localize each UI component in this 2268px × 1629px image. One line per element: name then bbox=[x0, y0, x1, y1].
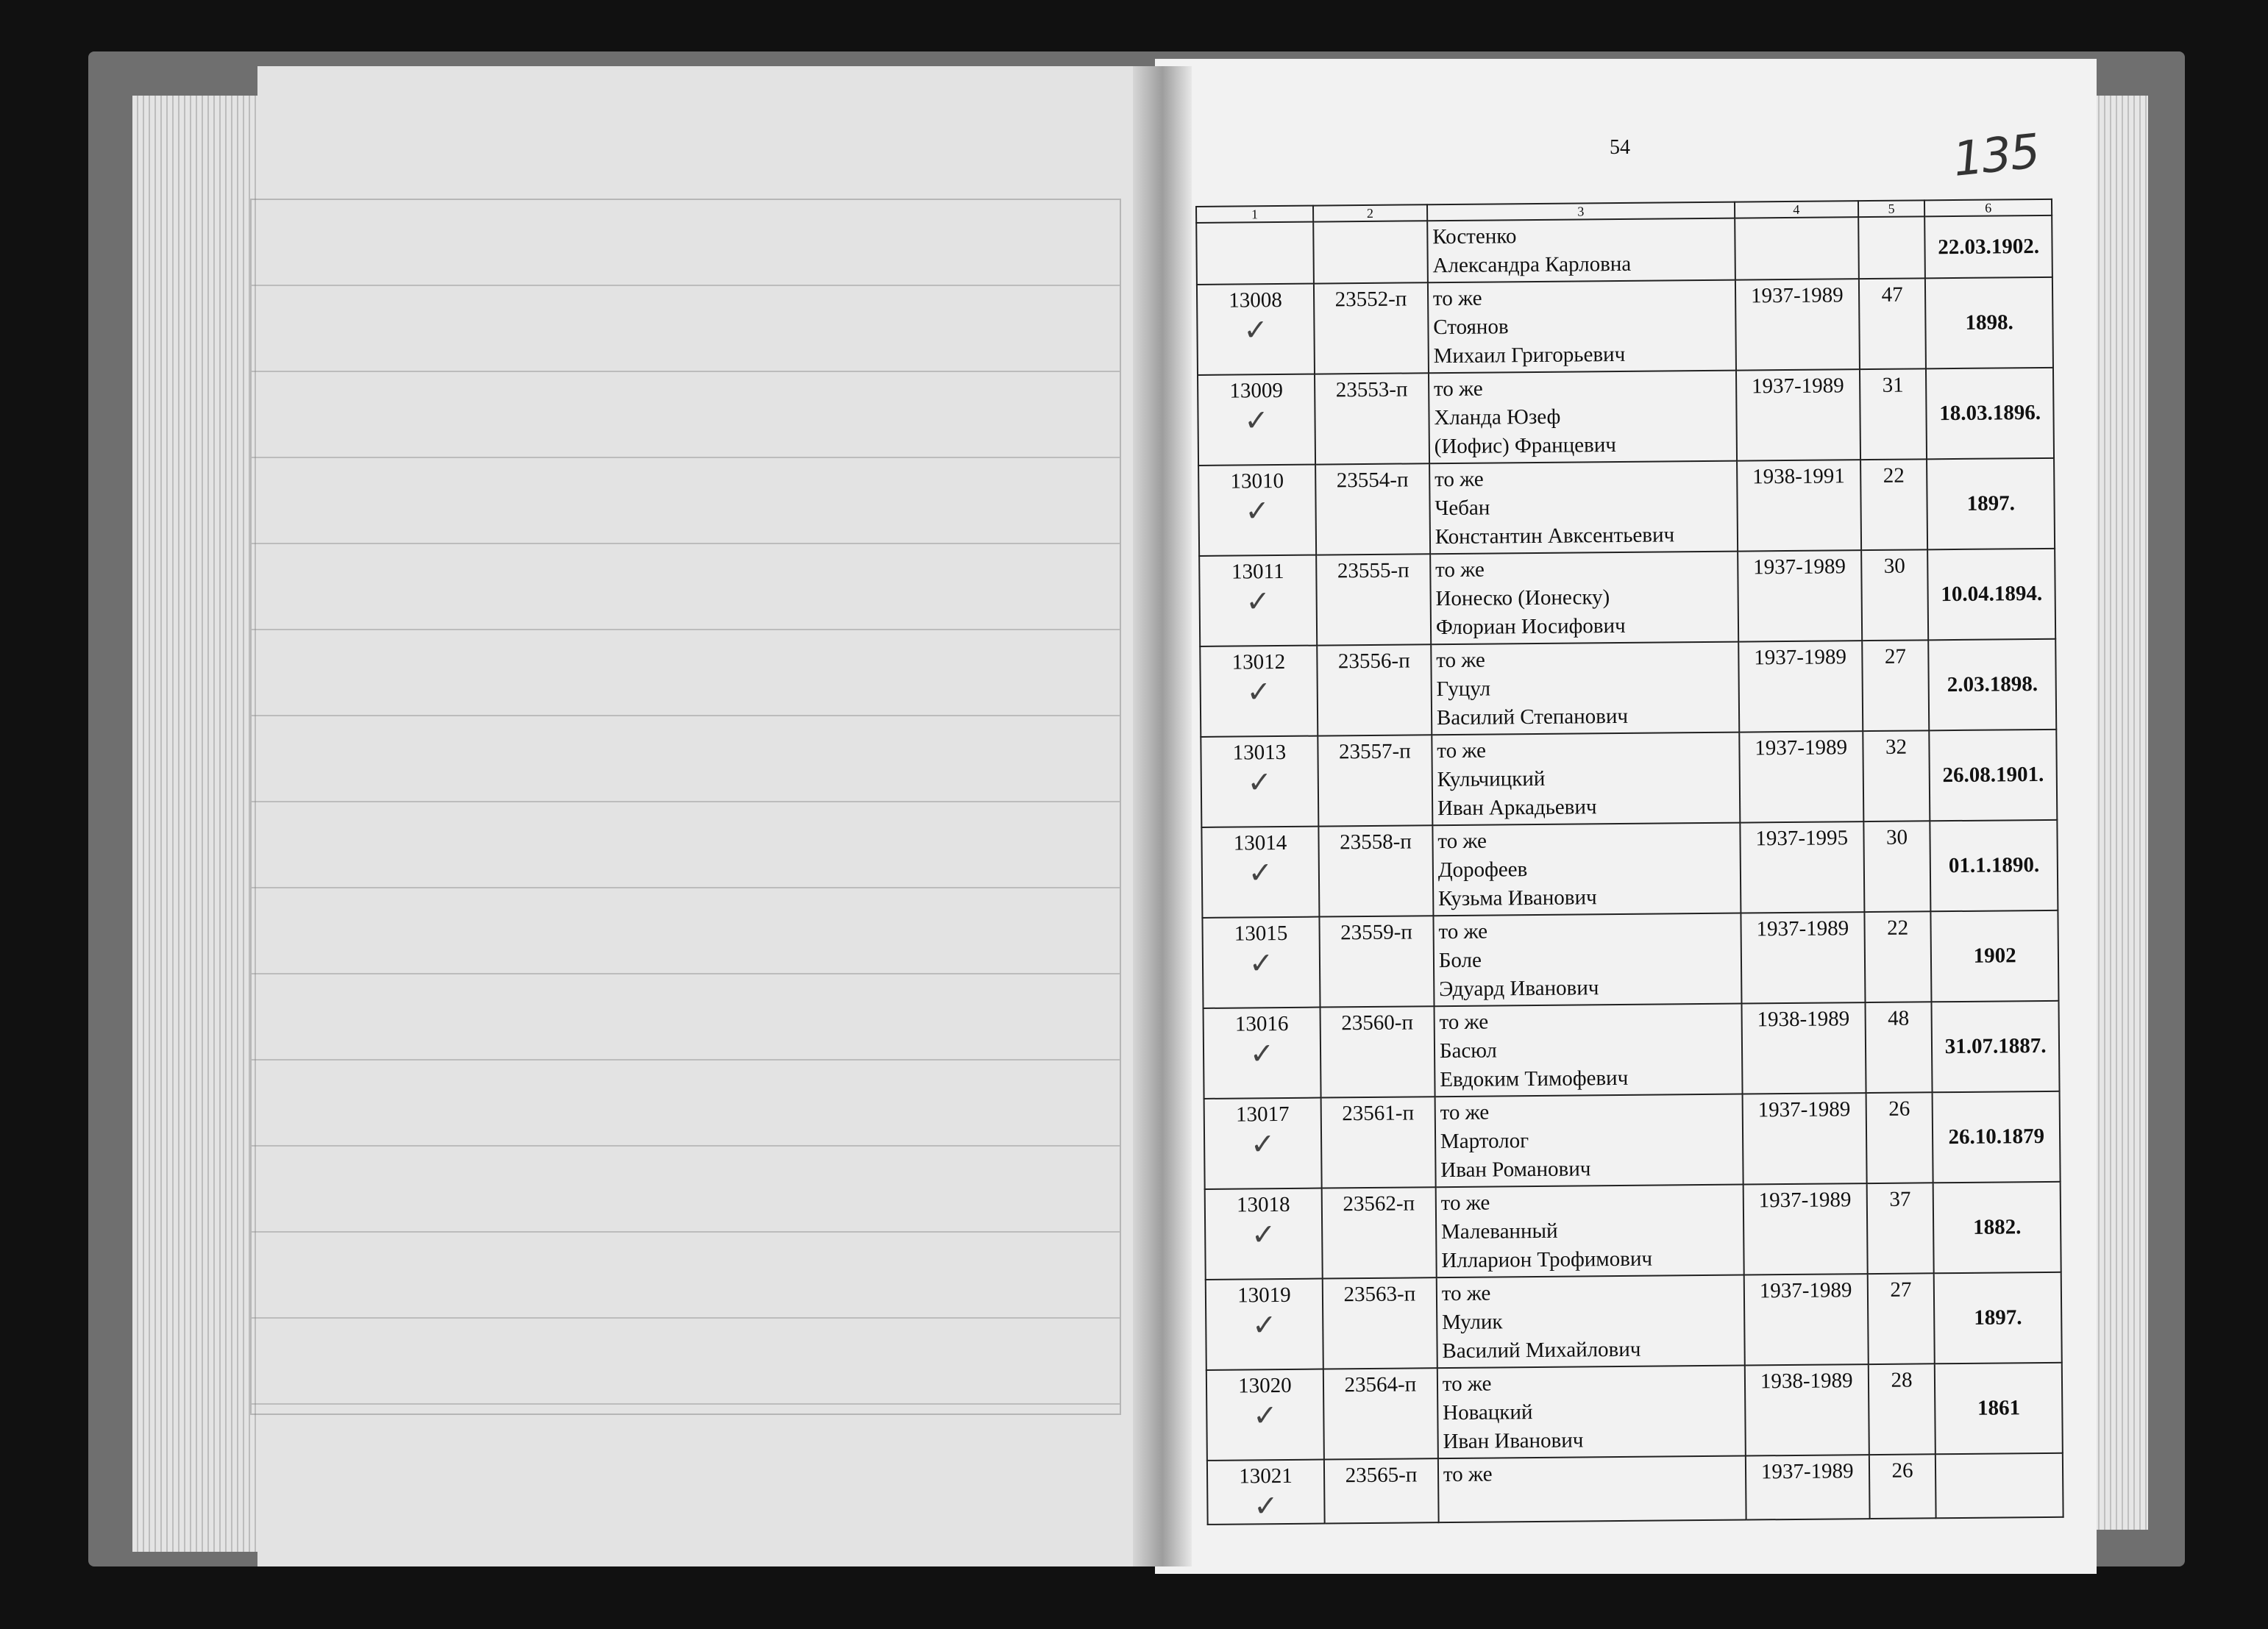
table-row bbox=[1197, 277, 2053, 375]
birth-date-cell: 18.03.1896. bbox=[1926, 368, 2054, 460]
check-mark-icon: ✓ bbox=[1244, 404, 1269, 438]
name-line: то же bbox=[1434, 467, 1484, 492]
case-code-cell: 23564-п bbox=[1323, 1368, 1438, 1459]
years-cell: 1937-1989 bbox=[1743, 1183, 1867, 1275]
check-mark-icon: ✓ bbox=[1248, 856, 1273, 891]
name-cell bbox=[1436, 1185, 1744, 1278]
years-cell: 1937-1989 bbox=[1736, 369, 1860, 460]
name-line: Василий Степанович bbox=[1436, 704, 1629, 730]
count-cell: 26 bbox=[1869, 1454, 1936, 1519]
count-cell: 28 bbox=[1868, 1364, 1935, 1455]
name-line: Иван Иванович bbox=[1443, 1428, 1584, 1454]
count-cell: 22 bbox=[1860, 459, 1928, 550]
case-code-cell: 23557-п bbox=[1318, 735, 1432, 826]
birth-date-cell: 1897. bbox=[1934, 1272, 2062, 1364]
case-code-cell: 23559-п bbox=[1319, 916, 1434, 1007]
check-mark-icon: ✓ bbox=[1249, 1037, 1275, 1072]
table-row bbox=[1206, 1272, 2062, 1370]
years-cell: 1937-1989 bbox=[1743, 1274, 1868, 1365]
record-number-cell bbox=[1201, 736, 1318, 827]
name-line: Василий Михайлович bbox=[1442, 1337, 1641, 1364]
record-number: 13016 bbox=[1234, 1011, 1289, 1036]
column-header: 5 bbox=[1858, 200, 1925, 217]
table-row bbox=[1207, 1453, 2063, 1525]
bleed-through-table bbox=[250, 199, 1121, 1415]
record-number-cell bbox=[1199, 555, 1317, 646]
name-line: Гуцул bbox=[1436, 677, 1491, 702]
record-number: 13008 bbox=[1229, 288, 1282, 313]
name-line: то же bbox=[1432, 286, 1482, 311]
book-gutter bbox=[1133, 66, 1192, 1566]
birth-date-cell: 2.03.1898. bbox=[1929, 639, 2057, 731]
name-line: Эдуард Иванович bbox=[1439, 976, 1599, 1002]
case-code-cell: 23553-п bbox=[1315, 373, 1429, 464]
name-line: Иван Романович bbox=[1440, 1157, 1591, 1183]
name-line: Стоянов bbox=[1433, 315, 1509, 340]
name-line: Кузьма Иванович bbox=[1437, 885, 1597, 911]
birth-date-cell: 1898. bbox=[1925, 277, 2053, 369]
table-row bbox=[1204, 1001, 2060, 1099]
name-line: Кульчицкий bbox=[1437, 766, 1546, 792]
years-cell: 1937-1989 bbox=[1739, 731, 1863, 822]
birth-date-cell: 26.08.1901. bbox=[1930, 730, 2058, 821]
name-cell bbox=[1429, 461, 1738, 555]
count-cell: 22 bbox=[1864, 911, 1932, 1002]
years-cell: 1938-1989 bbox=[1745, 1364, 1869, 1455]
name-line: Новацкий bbox=[1443, 1400, 1533, 1425]
count-cell: 27 bbox=[1862, 640, 1930, 731]
years-cell: 1937-1989 bbox=[1738, 641, 1863, 732]
record-number-cell bbox=[1201, 827, 1319, 918]
birth-date-cell: 1902 bbox=[1931, 910, 2059, 1002]
count-cell: 30 bbox=[1863, 821, 1931, 912]
name-line: то же bbox=[1437, 738, 1487, 763]
check-mark-icon: ✓ bbox=[1245, 585, 1271, 619]
name-cell bbox=[1435, 1094, 1743, 1188]
check-mark-icon: ✓ bbox=[1243, 313, 1268, 348]
years-cell: 1938-1991 bbox=[1737, 460, 1861, 551]
name-cell bbox=[1428, 280, 1736, 374]
name-line: Илларион Трофимович bbox=[1441, 1247, 1653, 1273]
birth-date-cell: 22.03.1902. bbox=[1925, 215, 2052, 279]
case-code-cell: 23562-п bbox=[1322, 1187, 1437, 1278]
case-code-cell: 23556-п bbox=[1317, 644, 1432, 735]
table-row bbox=[1196, 215, 2052, 285]
name-line: Дорофеев bbox=[1437, 858, 1528, 883]
birth-date-cell: 26.10.1879 bbox=[1933, 1091, 2061, 1183]
record-number: 13013 bbox=[1232, 740, 1287, 765]
birth-date-cell: 1882. bbox=[1933, 1182, 2061, 1274]
record-number: 13009 bbox=[1229, 378, 1284, 403]
name-cell bbox=[1438, 1456, 1746, 1523]
record-number-cell bbox=[1204, 1008, 1321, 1099]
table-row bbox=[1198, 458, 2055, 556]
name-cell bbox=[1432, 823, 1741, 916]
name-cell bbox=[1431, 642, 1739, 735]
birth-date-cell: 01.1.1890. bbox=[1930, 820, 2058, 912]
case-code-cell: 23565-п bbox=[1324, 1458, 1439, 1523]
name-line: Михаил Григорьевич bbox=[1433, 342, 1626, 368]
record-number: 13021 bbox=[1239, 1464, 1293, 1489]
birth-date-cell: 1897. bbox=[1927, 458, 2055, 550]
name-line: Александра Карловна bbox=[1432, 252, 1632, 278]
case-code-cell: 23558-п bbox=[1318, 825, 1433, 916]
name-line: Костенко bbox=[1432, 224, 1517, 249]
check-mark-icon: ✓ bbox=[1251, 1308, 1277, 1343]
handwritten-folio-number: 135 bbox=[1950, 124, 2041, 188]
name-line: Малеванный bbox=[1440, 1219, 1558, 1244]
case-code-cell: 23563-п bbox=[1323, 1277, 1437, 1369]
years-cell: 1937-1989 bbox=[1741, 912, 1865, 1003]
table-row bbox=[1199, 549, 2055, 646]
name-line: то же bbox=[1440, 1100, 1490, 1125]
count-cell: 26 bbox=[1866, 1092, 1933, 1183]
check-mark-icon: ✓ bbox=[1248, 947, 1274, 981]
record-number: 13014 bbox=[1233, 830, 1287, 855]
check-mark-icon: ✓ bbox=[1246, 675, 1272, 710]
record-number-cell bbox=[1198, 374, 1315, 466]
record-number-cell bbox=[1206, 1279, 1323, 1370]
name-line: то же bbox=[1441, 1281, 1491, 1306]
name-line: Флориан Иосифович bbox=[1435, 613, 1626, 640]
years-cell: 1937-1989 bbox=[1746, 1455, 1870, 1519]
name-line: то же bbox=[1438, 919, 1488, 944]
table-row bbox=[1204, 1091, 2061, 1189]
name-cell bbox=[1437, 1275, 1745, 1369]
table-row bbox=[1198, 368, 2054, 466]
column-header: 3 bbox=[1427, 202, 1735, 221]
record-number: 13011 bbox=[1231, 559, 1284, 584]
check-mark-icon: ✓ bbox=[1253, 1489, 1279, 1524]
years-cell: 1937-1989 bbox=[1738, 550, 1862, 641]
years-cell: 1938-1989 bbox=[1741, 1002, 1866, 1094]
record-number-cell bbox=[1204, 1098, 1322, 1189]
table-row bbox=[1202, 910, 2058, 1008]
record-number: 13015 bbox=[1234, 921, 1288, 946]
record-number: 13012 bbox=[1231, 649, 1286, 674]
record-number-cell bbox=[1206, 1369, 1324, 1461]
column-header: 1 bbox=[1196, 206, 1313, 223]
check-mark-icon: ✓ bbox=[1250, 1127, 1276, 1162]
name-cell bbox=[1434, 1004, 1742, 1097]
column-header: 4 bbox=[1735, 201, 1858, 218]
record-number: 13020 bbox=[1238, 1373, 1292, 1398]
name-line: то же bbox=[1443, 1462, 1493, 1487]
name-line: Евдоким Тимофевич bbox=[1440, 1066, 1629, 1092]
birth-date-cell bbox=[1935, 1453, 2063, 1519]
count-cell: 47 bbox=[1859, 278, 1927, 369]
record-number: 13017 bbox=[1235, 1102, 1290, 1127]
name-line: Мартолог bbox=[1440, 1129, 1529, 1154]
birth-date-cell: 31.07.1887. bbox=[1932, 1001, 2060, 1093]
record-number-cell bbox=[1207, 1460, 1325, 1525]
record-number-cell bbox=[1198, 465, 1316, 556]
name-line: то же bbox=[1436, 648, 1485, 673]
name-line: Хланда Юзеф bbox=[1434, 404, 1561, 430]
count-cell: 32 bbox=[1863, 730, 1930, 821]
name-cell bbox=[1432, 732, 1740, 826]
check-mark-icon: ✓ bbox=[1245, 494, 1270, 529]
name-line: то же bbox=[1435, 557, 1485, 582]
name-line: Ионеско (Ионеску) bbox=[1435, 585, 1610, 611]
count-cell: 31 bbox=[1860, 368, 1927, 460]
name-line: то же bbox=[1433, 377, 1483, 402]
name-line: Мулик bbox=[1441, 1310, 1503, 1335]
record-number-cell bbox=[1200, 646, 1318, 737]
name-line: Басюл bbox=[1439, 1038, 1497, 1063]
name-cell bbox=[1433, 913, 1741, 1007]
name-line: Константин Авксентьевич bbox=[1435, 523, 1675, 549]
years-cell: 1937-1989 bbox=[1735, 279, 1860, 370]
check-mark-icon: ✓ bbox=[1247, 766, 1273, 800]
column-header: 2 bbox=[1313, 204, 1427, 221]
check-mark-icon: ✓ bbox=[1251, 1218, 1276, 1252]
table-row bbox=[1206, 1363, 2063, 1461]
name-cell bbox=[1430, 552, 1738, 645]
name-line: то же bbox=[1442, 1372, 1492, 1397]
page-edges-left bbox=[132, 96, 265, 1552]
table-row bbox=[1205, 1182, 2061, 1280]
page-number: 54 bbox=[1610, 136, 1630, 159]
count-cell: 27 bbox=[1867, 1273, 1935, 1364]
name-line: Боле bbox=[1438, 948, 1482, 973]
case-code-cell: 23560-п bbox=[1320, 1006, 1435, 1097]
table-row bbox=[1200, 639, 2056, 737]
record-number: 13018 bbox=[1236, 1192, 1290, 1217]
name-line: то же bbox=[1437, 829, 1487, 854]
name-line: то же bbox=[1440, 1191, 1490, 1216]
count-cell: 48 bbox=[1865, 1002, 1933, 1093]
birth-date-cell: 1861 bbox=[1935, 1363, 2063, 1455]
years-cell: 1937-1995 bbox=[1740, 821, 1864, 913]
case-code-cell: 23561-п bbox=[1321, 1097, 1436, 1188]
table-row bbox=[1201, 820, 2058, 918]
register-table bbox=[1195, 199, 2064, 1525]
name-cell bbox=[1437, 1366, 1746, 1459]
check-mark-icon: ✓ bbox=[1252, 1399, 1278, 1433]
name-line: Чебан bbox=[1435, 496, 1490, 521]
table-row bbox=[1201, 730, 2057, 827]
case-code-cell: 23555-п bbox=[1316, 554, 1431, 645]
record-number-cell bbox=[1197, 284, 1315, 375]
name-line: Иван Аркадьевич bbox=[1437, 795, 1597, 821]
name-cell bbox=[1427, 218, 1735, 283]
case-code-cell: 23554-п bbox=[1315, 463, 1430, 555]
case-code-cell: 23552-п bbox=[1314, 282, 1429, 374]
record-number: 13010 bbox=[1230, 468, 1284, 493]
name-cell bbox=[1429, 371, 1737, 464]
birth-date-cell: 10.04.1894. bbox=[1928, 549, 2056, 641]
column-header: 6 bbox=[1924, 199, 2052, 217]
years-cell: 1937-1989 bbox=[1742, 1093, 1866, 1184]
count-cell: 30 bbox=[1861, 549, 1929, 641]
count-cell: 37 bbox=[1866, 1183, 1934, 1274]
name-line: (Иофис) Францевич bbox=[1434, 433, 1617, 459]
record-number-cell bbox=[1202, 917, 1320, 1008]
record-number-cell bbox=[1205, 1188, 1323, 1280]
record-number: 13019 bbox=[1237, 1283, 1291, 1308]
name-line: то же bbox=[1439, 1010, 1489, 1035]
